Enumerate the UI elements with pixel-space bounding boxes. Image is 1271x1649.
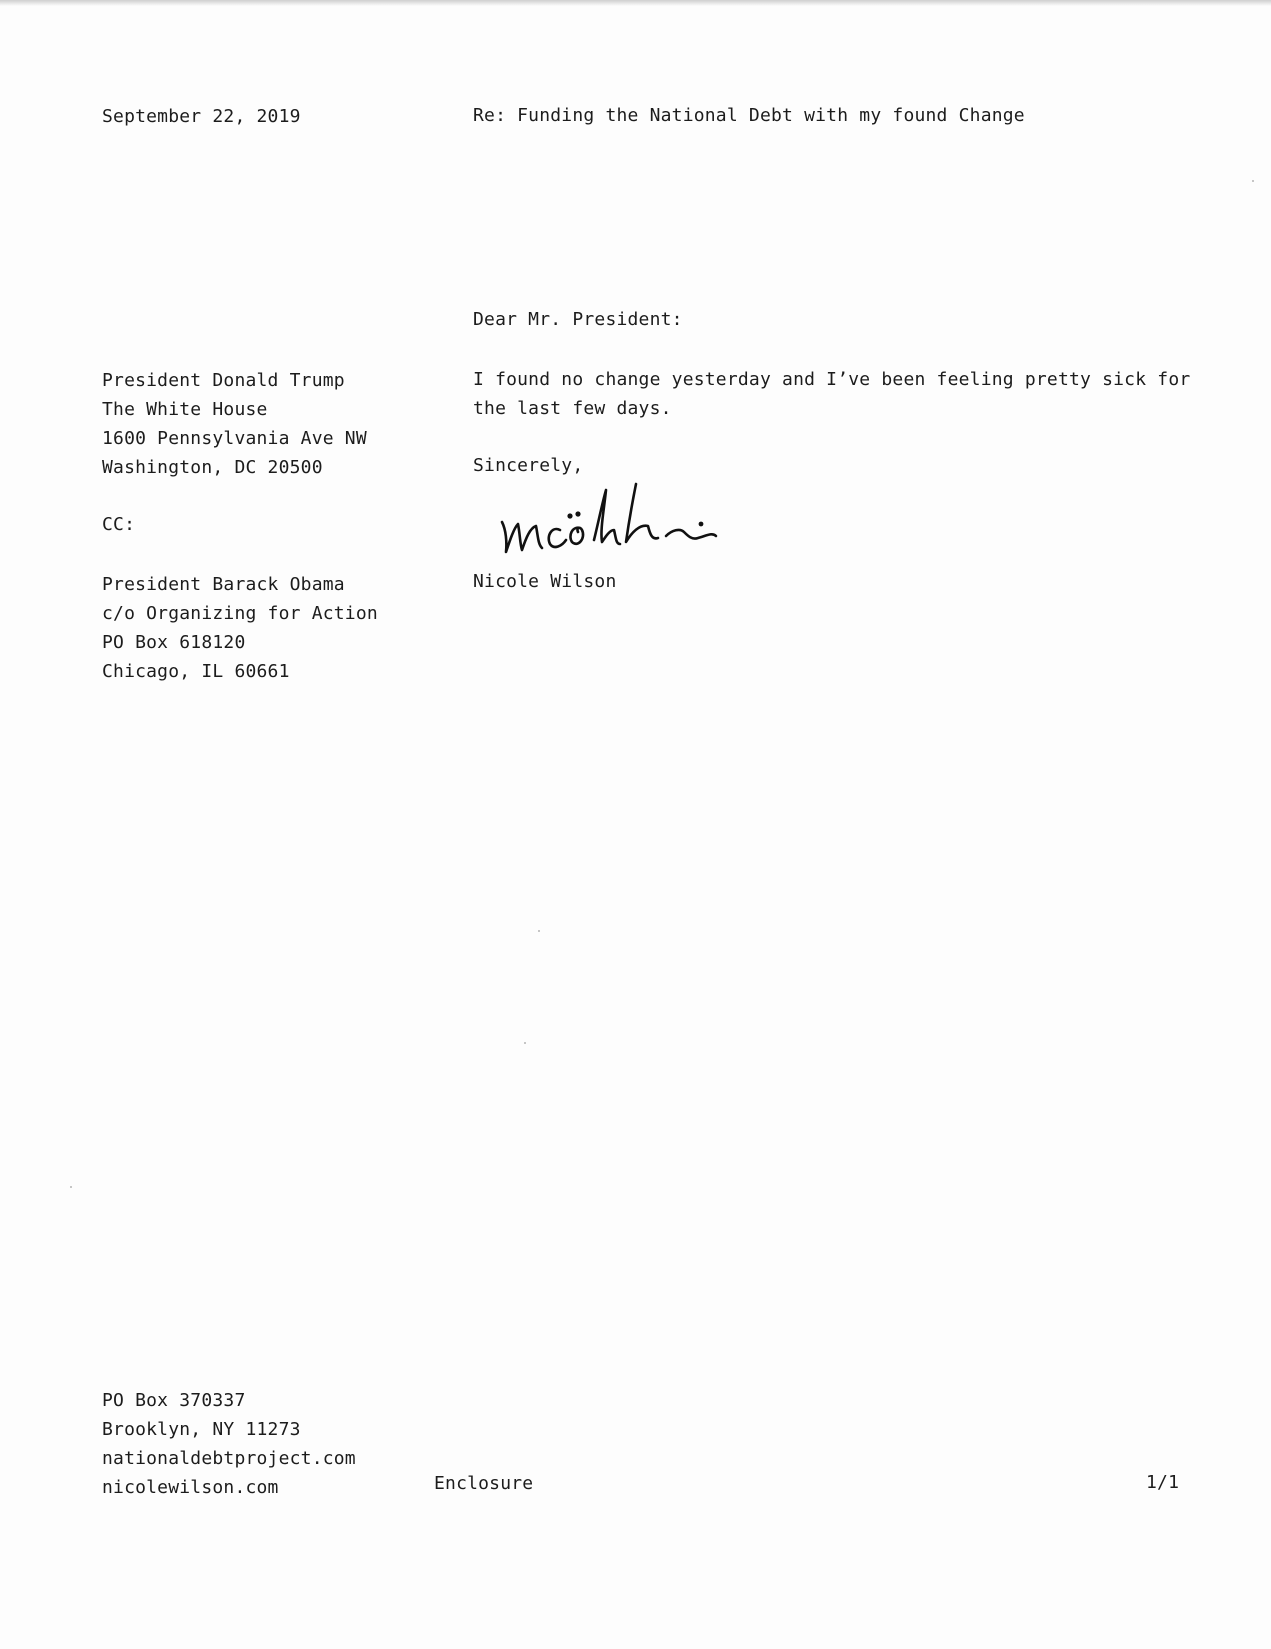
- cc-recipient-line: Chicago, IL 60661: [102, 661, 290, 682]
- footer-address-line: Brooklyn, NY 11273: [102, 1419, 301, 1440]
- recipient-line: Washington, DC 20500: [102, 457, 323, 478]
- cc-label: CC:: [102, 514, 136, 535]
- cc-recipient-line: PO Box 618120: [102, 632, 246, 653]
- scan-speck: [524, 1042, 526, 1044]
- body-line: the last few days.: [473, 398, 672, 419]
- cc-recipient-line: President Barack Obama: [102, 574, 345, 595]
- page-number: 1/1: [1146, 1472, 1180, 1493]
- recipient-line: The White House: [102, 399, 268, 420]
- cc-recipient-address: [102, 570, 378, 686]
- recipient-line: 1600 Pennsylvania Ave NW: [102, 428, 367, 449]
- handwritten-signature: [498, 480, 748, 560]
- recipient-address: [102, 366, 367, 482]
- body-line: I found no change yesterday and I’ve been feeling pretty sick for: [473, 369, 1191, 390]
- recipient-line: President Donald Trump: [102, 370, 345, 391]
- footer-address: [102, 1386, 356, 1502]
- scan-speck: [70, 1186, 72, 1188]
- signer-name: Nicole Wilson: [473, 571, 617, 592]
- footer-address-line: nationaldebtproject.com: [102, 1448, 356, 1469]
- enclosure-note: Enclosure: [434, 1473, 534, 1494]
- letter-subject: Re: Funding the National Debt with my found Change: [473, 105, 1025, 126]
- letter-date: September 22, 2019: [102, 106, 301, 127]
- letter-body: [473, 365, 1190, 423]
- salutation: Dear Mr. President:: [473, 309, 683, 330]
- closing: Sincerely,: [473, 455, 584, 476]
- footer-address-line: PO Box 370337: [102, 1390, 246, 1411]
- scan-speck: [538, 930, 540, 932]
- cc-recipient-line: c/o Organizing for Action: [102, 603, 378, 624]
- scan-speck: [1252, 180, 1254, 182]
- scan-edge-shadow: [0, 0, 1271, 6]
- footer-address-line: nicolewilson.com: [102, 1477, 279, 1498]
